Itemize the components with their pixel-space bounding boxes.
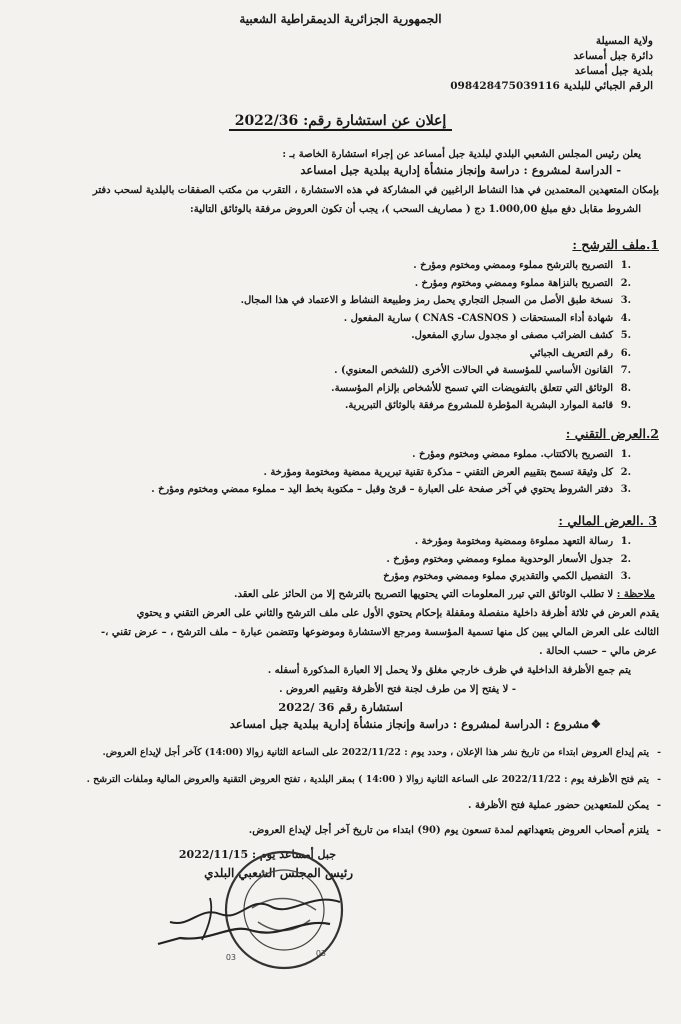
svg-text:03: 03 <box>225 953 236 962</box>
bullet-opening: -يتم فتح الأظرفة يوم : 2022/11/22 على الساعة الثانية زوالا ( 14:00 ) بمقر البلدية ، تفتح العروض التقنية والعروض المالية وملفات الترشح . <box>86 774 661 785</box>
list-item: .3التفصيل الكمي والتقديري مملوء وممضي ومختوم ومؤرخ <box>383 571 631 582</box>
list-item: .9قائمة الموارد البشرية المؤطرة للمشروع مرفقة بالوثائق التبريرية. <box>344 400 631 411</box>
consult-reference: استشارة رقم 36 /2022 <box>278 700 403 714</box>
note-line-1: ملاحظة : لا تطلب الوثائق التي تبرر المعلومات التي يحتويها التصريح بالترشح إلا من الحائز على العقد. <box>234 589 655 600</box>
section-3-list <box>383 533 631 586</box>
note-line-2: يقدم العرض في ثلاثة أظرفة داخلية منفصلة ومقفلة بإحكام يحتوي الأول على ملف الترشح والثاني على العرض التقني و يحتوي <box>136 608 659 619</box>
section-2-list <box>151 446 631 499</box>
baladia-line: بلدية جبل أمساعد <box>574 65 653 77</box>
list-item: .6رقم التعريف الجبائي <box>529 347 631 359</box>
section-2-heading: 2.العرض التقني : <box>565 426 659 441</box>
list-item: .1رسالة التعهد مملوءة وممضية ومختومة ومؤرخة . <box>414 536 631 547</box>
note-line-4: عرض مالي – حسب الحالة . <box>539 646 657 657</box>
intro-line-1: يعلن رئيس المجلس الشعبي البلدي لبلدية جبل أمساعد عن إجراء استشارة الخاصة بـ : <box>282 149 641 160</box>
bullet-commitment: -يلتزم أصحاب العروض بتعهداتهم لمدة تسعون يوم (90) ابتداء من تاريخ آخر أجل لإيداع العروض. <box>248 825 661 836</box>
list-item: .1التصريح بالاكتتاب. مملوء ممضي ومختوم ومؤرخ . <box>412 449 631 460</box>
intro-line-2: بإمكان المتعهدين المعتمدين في هذا النشاط الراغبين في المشاركة في هذه الاستشارة ، التقرب من مكتب الصفقات بالبلدية لسحب دفتر <box>92 185 659 196</box>
note-line-3: الثالث على العرض المالي يبين كل منها تسمية المؤسسة ومرجع الاستشارة وموضوعها وتتضمن عبارة – ملف الترشح ، – عرض تقني ،- <box>101 627 659 638</box>
section-3-heading: 3 .العرض المالي : <box>558 513 657 528</box>
issuer-block <box>450 34 653 94</box>
list-item: .5كشف الضرائب مصفى او مجدول ساري المفعول. <box>411 330 631 341</box>
svg-text:03: 03 <box>315 949 326 958</box>
tax-id-line: الرقم الجبائي للبلدية 098428475039116 <box>450 80 653 92</box>
section-1-heading: 1.ملف الترشح : <box>572 237 659 252</box>
intro-project-line: - الدراسة لمشروع : دراسة وإنجاز منشأة إدارية ببلدية جبل امساعد <box>300 163 621 177</box>
bullet-deposit: -يتم إيداع العروض ابتداء من تاريخ نشر هذا الإعلان ، وحدد يوم : 2022/11/22 على الساعة الثانية زوالا (14:00) كآخر أجل لإيداع العروض. <box>102 747 661 758</box>
list-item: .2كل وثيقة تسمح بتقييم العرض التقني – مذكرة تقنية تبريرية ممضية ومختومة ومؤرخة . <box>263 466 631 478</box>
wilaya-line: ولاية المسيلة <box>595 35 653 47</box>
note-line-6: - لا يفتح إلا من طرف لجنة فتح الأظرفة وتقييم العروض . <box>279 684 516 695</box>
list-item: .7القانون الأساسي للمؤسسة في الحالات الأخرى (للشخص المعنوي) . <box>334 365 631 376</box>
list-item: .2التصريح بالنزاهة مملوء وممضي ومختوم ومؤرخ . <box>414 277 631 289</box>
note-line-5: يتم جمع الأظرفة الداخلية في ظرف خارجي مغلق ولا يحمل إلا العبارة المذكورة أسفله . <box>267 665 631 676</box>
intro-line-3: الشروط مقابل دفع مبلغ 1.000,00 دج ( مصاريف السحب )، يجب أن تكون العروض مرفقة بالوثائق التالية: <box>190 204 641 215</box>
list-item: .1التصريح بالترشح مملوء وممضي ومختوم ومؤرخ . <box>413 260 631 271</box>
list-item: .8الوثائق التي تتعلق بالتفويضات التي تسمح للأشخاص بإلزام المؤسسة. <box>331 382 631 394</box>
signature-title: رئيس المجلس الشعبي البلدي <box>204 866 353 880</box>
bullet-attendance: -يمكن للمتعهدين حضور عملية فتح الأظرفة . <box>468 800 661 811</box>
daira-line: دائرة جبل أمساعد <box>573 50 653 62</box>
announcement-title: إعلان عن استشارة رقم: 2022/36 <box>0 113 681 129</box>
section-1-list <box>241 257 631 415</box>
list-item: .4شهادة أداء المستحقات ( CNAS -CASNOS ) سارية المفعول . <box>343 312 631 324</box>
republic-header: الجمهورية الجزائرية الديمقراطية الشعبية <box>239 12 442 26</box>
project-repeat-line: ❖مشروع : الدراسة لمشروع : دراسة وإنجاز منشأة إدارية ببلدية جبل امساعد <box>229 717 601 731</box>
list-item: .3دفتر الشروط يحتوي في آخر صفحة على العبارة – قرئ وقبل – مكتوبة بخط اليد – مملوء ممضي ومختوم ومؤرخ . <box>151 484 631 495</box>
note-label: ملاحظة : <box>616 589 655 600</box>
handwritten-signature-icon <box>150 888 350 948</box>
list-item: .3نسخة طبق الأصل من السجل التجاري يحمل رمز وطبيعة النشاط و الاعتماد في هذا المجال. <box>240 295 631 306</box>
list-item: .2جدول الأسعار الوحدوية مملوء وممضي ومختوم ومؤرخ . <box>386 553 631 565</box>
signature-place-date: جبل أمساعد يوم : 2022/11/15 <box>178 848 336 861</box>
